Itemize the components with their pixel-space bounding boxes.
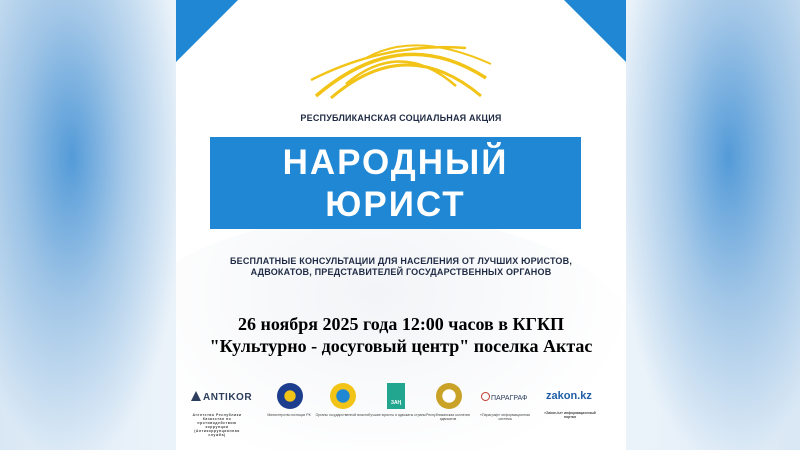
event-line-2: "Культурно - досуговый центр" поселка Актас — [209, 336, 593, 356]
description-line-1: БЕСПЛАТНЫЕ КОНСУЛЬТАЦИИ ДЛЯ НАСЕЛЕНИЯ ОТ ЛУЧШИХ ЮРИСТОВ, — [229, 256, 573, 266]
poster — [176, 0, 626, 450]
paragraf-logo-icon — [481, 392, 490, 401]
bar-caption: Республиканская коллегия адвокатов — [426, 413, 470, 421]
partners-row — [191, 383, 611, 437]
partner-paragraf — [480, 392, 530, 421]
ministry-emblem-icon — [277, 383, 303, 409]
blurred-background-right — [620, 0, 800, 450]
event-line-1: 26 ноября 2025 года 12:00 часов в КГКП — [237, 314, 564, 334]
title-line-2: ЮРИСТ — [325, 185, 466, 224]
partner-prosecutor — [315, 383, 369, 417]
prosecutor-caption: Органы государственной власти — [315, 413, 369, 417]
ministry-caption: Министерство юстиции РК — [267, 413, 311, 417]
paragraf-label: ПАРАГРАФ — [491, 395, 528, 402]
partner-bar-association — [426, 383, 470, 421]
arc-logo-icon — [306, 28, 496, 100]
zakon-caption: «Zakon.kz» информационный портал — [544, 411, 596, 419]
paragraf-caption: «Параграф» информационная система — [480, 413, 530, 421]
state-emblem-icon — [330, 383, 356, 409]
antikor-caption: Агентство Республики Казахстан по противодействию коррупции (Антикоррупционная служба) — [192, 413, 242, 437]
partner-zan — [368, 383, 426, 417]
antikor-label: ANTIKOR — [203, 392, 253, 403]
bar-emblem-icon — [436, 383, 462, 409]
zan-logo-icon — [387, 383, 405, 409]
antikor-logo-icon — [191, 391, 201, 401]
corner-decoration-left — [176, 0, 238, 62]
poster-subtitle: РЕСПУБЛИКАНСКАЯ СОЦИАЛЬНАЯ АКЦИЯ — [300, 113, 502, 123]
corner-decoration-right — [564, 0, 626, 62]
zan-label: ЗАҢ — [390, 400, 402, 406]
event-details — [176, 313, 626, 357]
partner-antikor — [191, 391, 253, 437]
partner-zakon — [544, 390, 596, 419]
partner-ministry-justice — [267, 383, 311, 417]
zakon-label: zakon.kz — [546, 390, 592, 402]
title-line-1: НАРОДНЫЙ — [282, 143, 509, 182]
description-line-2: АДВОКАТОВ, ПРЕДСТАВИТЕЛЕЙ ГОСУДАРСТВЕННЫХ ОРГАНОВ — [250, 267, 552, 277]
zan-caption: Лучшие юристы и адвокаты страны — [368, 413, 426, 417]
poster-description — [176, 256, 626, 278]
blurred-background-left — [0, 0, 180, 450]
